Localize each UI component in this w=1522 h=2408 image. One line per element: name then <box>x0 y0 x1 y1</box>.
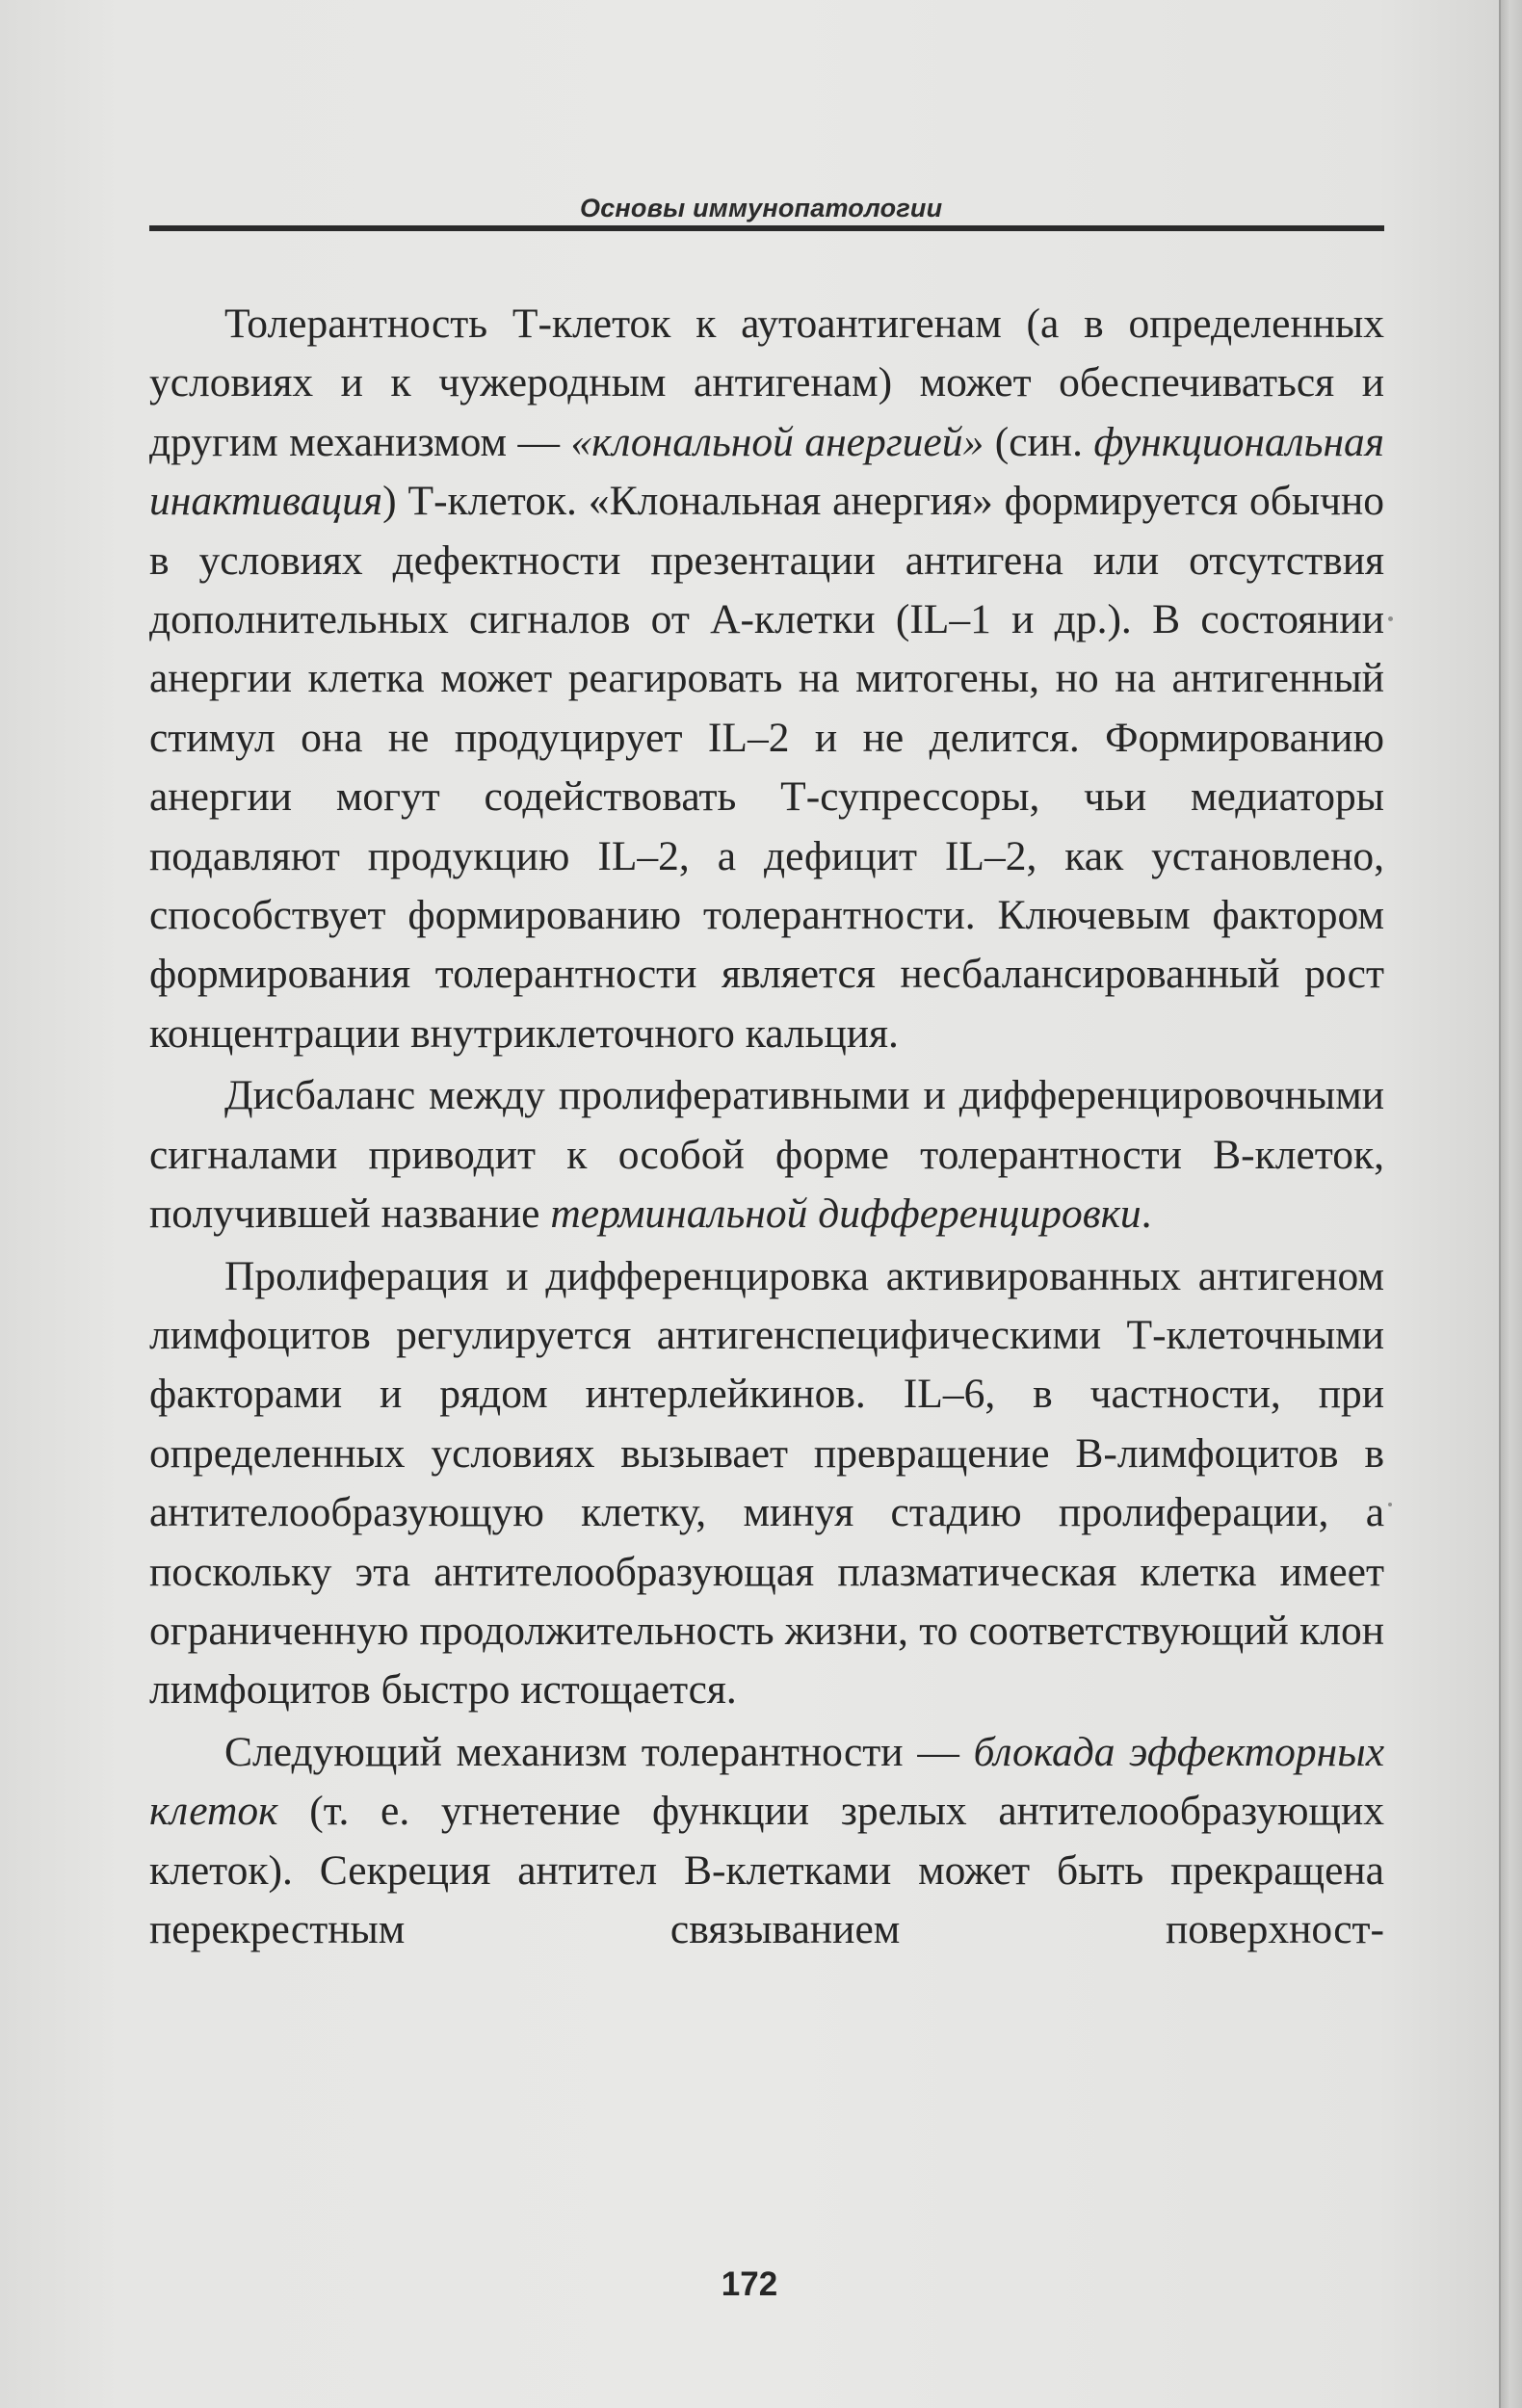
italic-term: блокада эффекторных клеток <box>149 1728 1384 1835</box>
scan-speck <box>1388 1503 1392 1506</box>
text-run: Толерантность Т-клеток к аутоантигенам (а в определенных условиях и к чужеродным антигенам) может обеспечиваться и другим механизмом — <box>149 301 1384 465</box>
text-run: Следующий механизм толерантности — <box>224 1728 974 1775</box>
text-run: Дисбаланс между пролиферативными и дифференцировочными сигналами приводит к особой форме толерантности В-клеток, получившей название <box>149 1072 1384 1238</box>
paragraph <box>149 1066 1384 1243</box>
text-run: (т. е. угнетение функции зрелых антителообразующих клеток). Секреция антител В-клетками может быть прекращена перекрестным связыванием поверхност- <box>149 1788 1384 1952</box>
text-run: (син. <box>984 418 1094 465</box>
running-header-title: Основы иммунопатологии <box>580 194 943 222</box>
paragraph <box>149 295 1384 1063</box>
paragraph <box>149 1723 1384 1960</box>
text-run: ) Т-клеток. «Клональная анергия» формируется обычно в условиях дефектности презентации антигена или отсутствия дополнительных сигналов от А-клетки (IL–1 и др.). В состоянии анергии клетка может реагировать на митогены, но на антигенный стимул она не продуцирует IL–2 и не делится. Формированию анергии могут содействовать Т-супрессоры, чьи медиаторы подавляют продукцию IL–2, а дефицит IL–2, как установлено, способствует формированию толерантности. Ключевым фактором формирования толерантности является несбалансированный рост концентрации внутриклеточного кальция. <box>149 478 1384 1057</box>
italic-term: функциональная инактивация <box>149 418 1384 525</box>
scan-speck <box>1388 616 1393 621</box>
running-header <box>149 181 1384 231</box>
italic-term: терминальной дифференцировки <box>550 1191 1142 1238</box>
text-run: . <box>1141 1191 1152 1238</box>
body-text <box>149 295 1384 1962</box>
italic-term: «клональной анергией» <box>570 418 984 465</box>
paragraph <box>149 1247 1384 1720</box>
page-gutter-edge <box>1499 0 1522 2408</box>
text-run: Пролиферация и дифференцировка активированных антигеном лимфоцитов регулируется антигенспецифическими Т-клеточными факторами и рядом интерлейкинов. IL–6, в частности, при определенных условиях вызывает превращение В-лимфоцитов в антителообразующую клетку, минуя стадию пролиферации, а поскольку эта антителообразующая плазматическая клетка имеет ограниченную продолжительность жизни, то соответствующий клон лимфоцитов быстро истощается. <box>149 1252 1384 1714</box>
page-number: 172 <box>721 2265 778 2303</box>
